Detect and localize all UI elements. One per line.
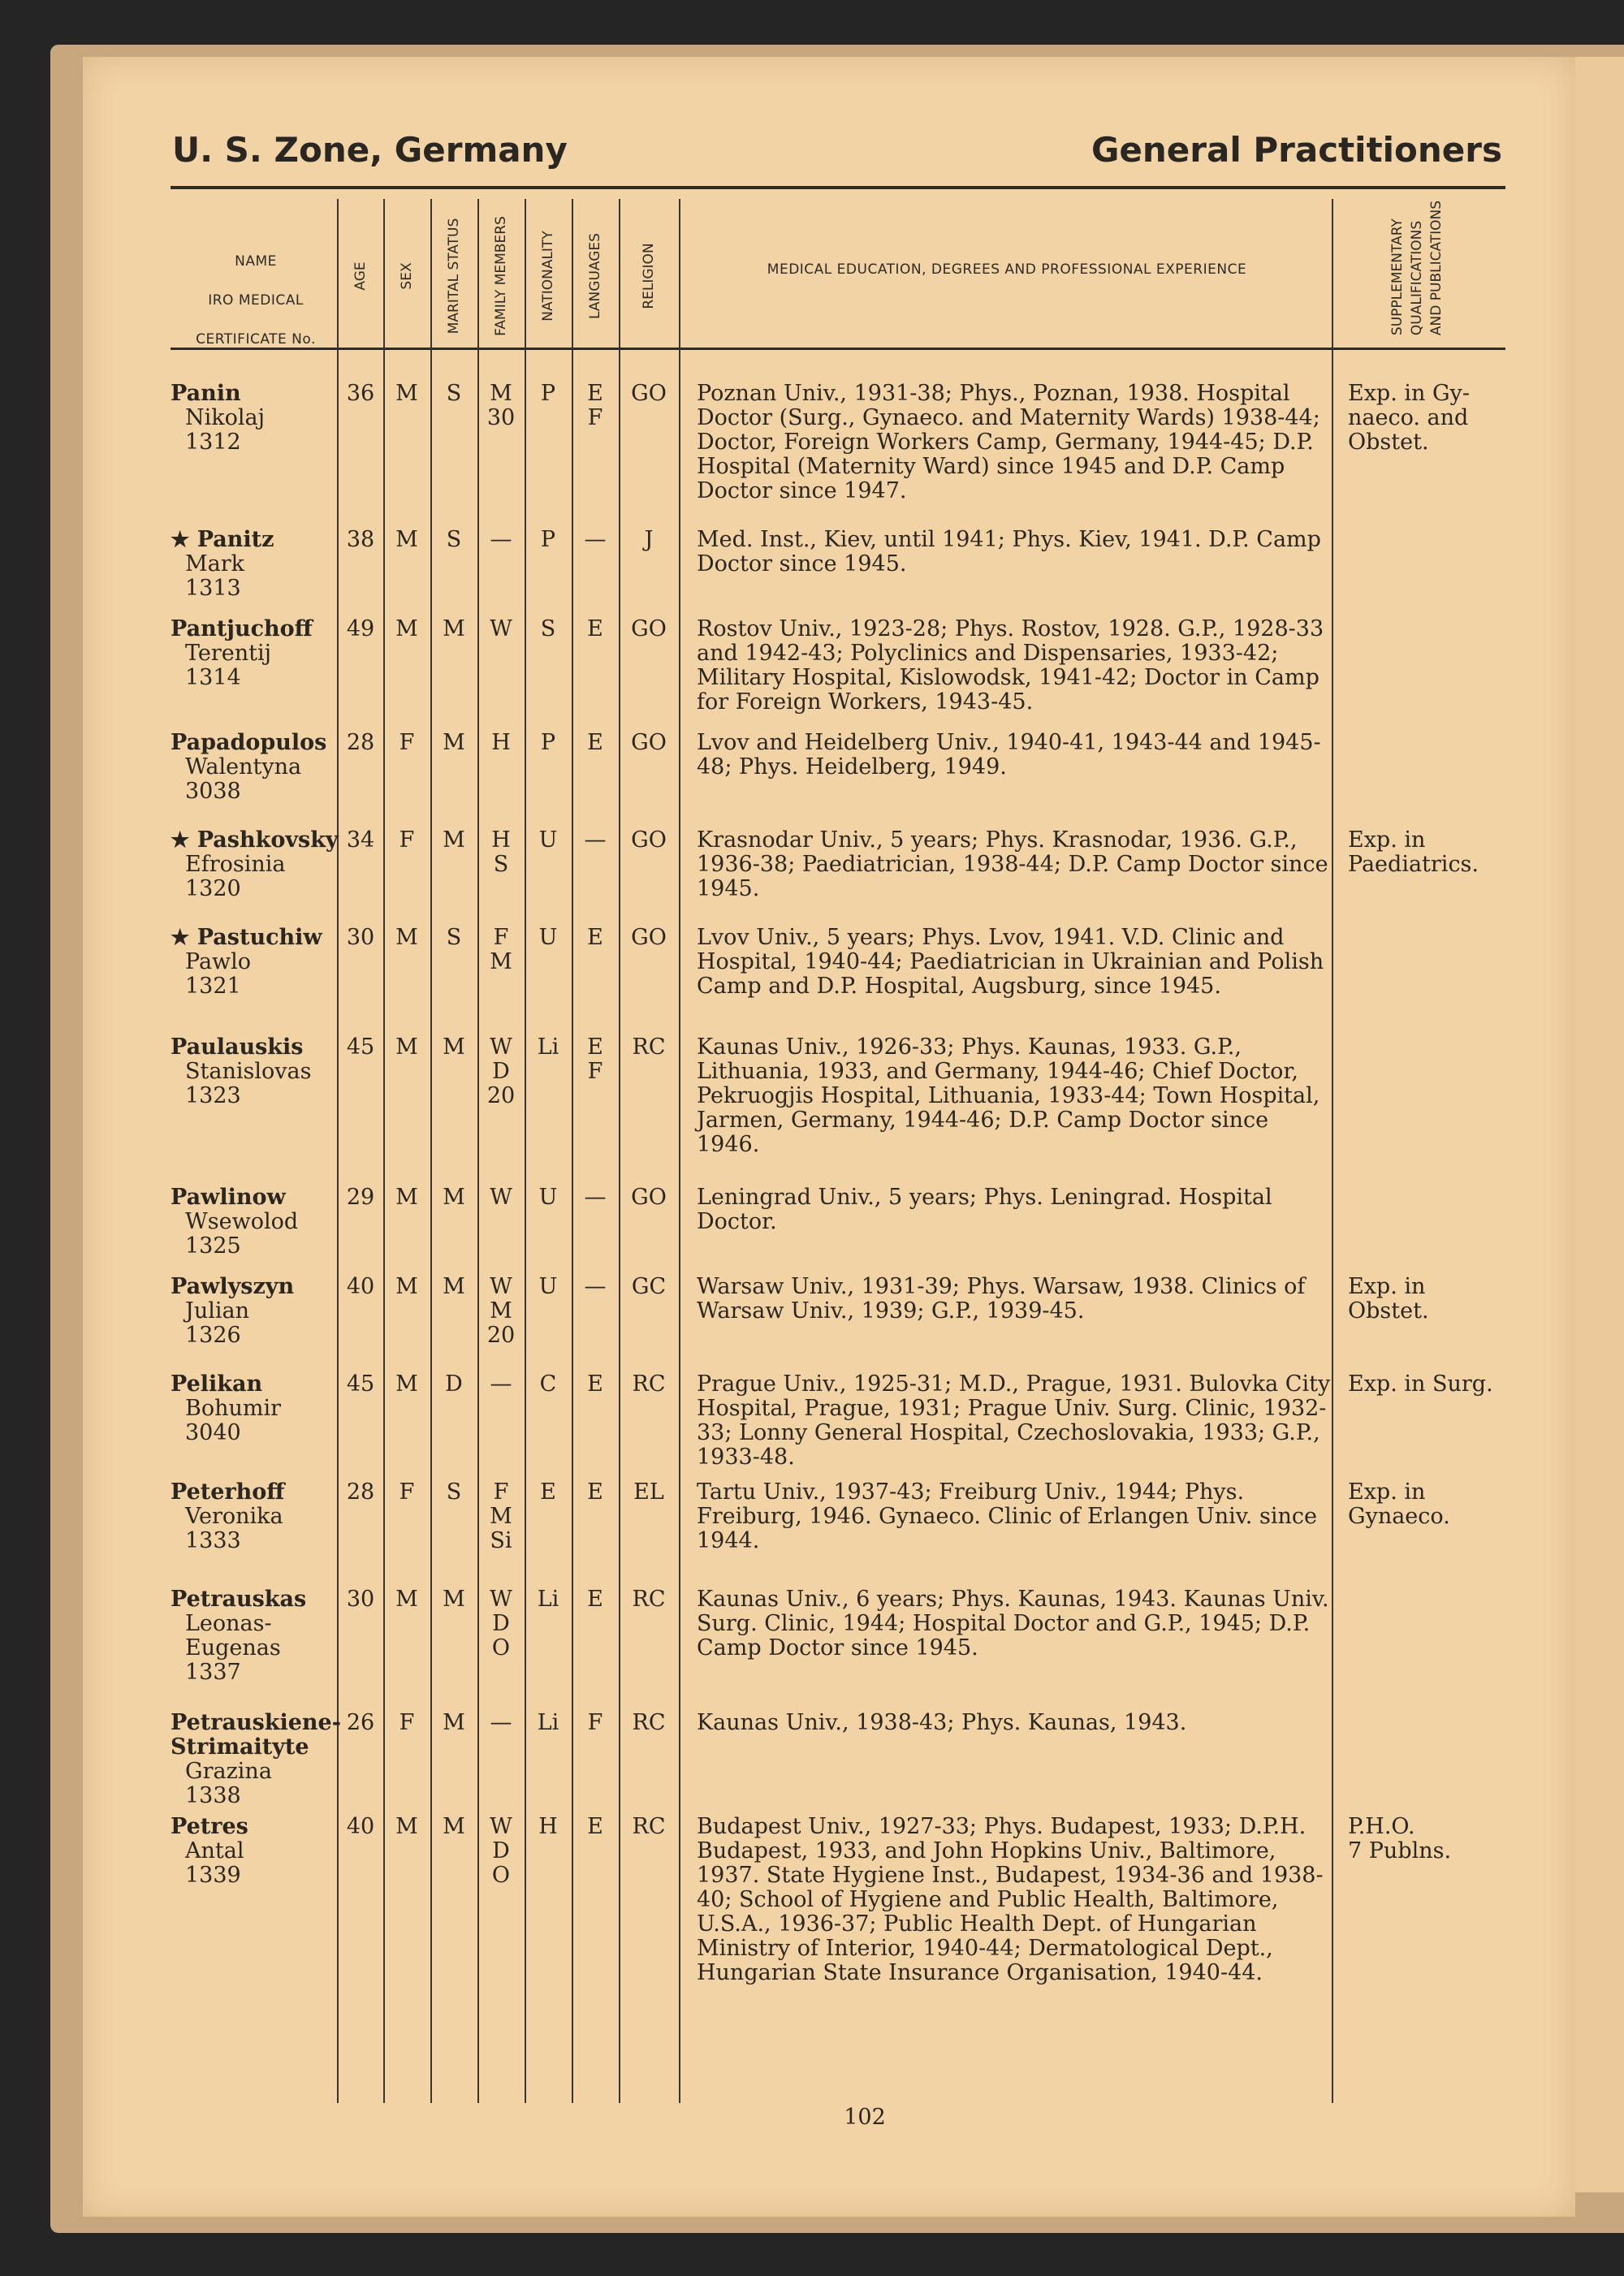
certificate-number: 1313 — [185, 576, 241, 601]
surname — [171, 1587, 341, 1612]
family-cell: — — [490, 1371, 512, 1397]
religion-cell: GO — [631, 730, 667, 755]
marital-cell: S — [446, 925, 462, 950]
given-name: Leonas- Eugenas — [185, 1611, 281, 1661]
family-cell: W — [490, 1185, 512, 1210]
sex-cell: F — [399, 1710, 415, 1735]
sex-cell: F — [399, 827, 415, 853]
column-header-name-line2: IRO MEDICAL — [208, 292, 304, 309]
name-cell — [171, 1815, 341, 1888]
marital-cell: M — [443, 1587, 465, 1612]
surname-text: Panin — [171, 381, 241, 406]
given-name: Efrosinia — [185, 852, 286, 877]
supplementary-cell: Exp. in Gy- naeco. and Obstet. — [1348, 381, 1470, 455]
age-cell: 38 — [346, 527, 375, 552]
column-header-sex: SEX — [399, 262, 415, 290]
name-cell — [171, 528, 341, 601]
given-name: Antal — [185, 1838, 244, 1864]
name-cell — [171, 1186, 341, 1259]
age-cell: 28 — [346, 730, 375, 755]
age-cell: 28 — [346, 1479, 375, 1505]
marital-cell: S — [446, 381, 462, 406]
surname-text: Petrauskas — [171, 1587, 307, 1612]
surname-text: Pashkovsky — [197, 827, 339, 853]
certificate-number: 1312 — [185, 430, 241, 455]
column-header-education: MEDICAL EDUCATION, DEGREES AND PROFESSIONAL EXPERIENCE — [767, 261, 1247, 278]
name-cell — [171, 382, 341, 455]
sex-cell: M — [395, 1371, 418, 1397]
religion-cell: RC — [632, 1034, 666, 1060]
certificate-number: 3038 — [185, 779, 241, 804]
column-header-name-line1: NAME — [235, 253, 277, 270]
marital-cell: M — [443, 827, 465, 853]
surname-text: Petrauskiene- Strimaityte — [171, 1710, 341, 1760]
name-cell — [171, 731, 341, 804]
religion-cell: RC — [632, 1814, 666, 1839]
given-name: Bohumir — [185, 1396, 282, 1421]
age-cell: 49 — [346, 616, 375, 641]
religion-cell: J — [644, 527, 654, 552]
surname-text: Pelikan — [171, 1371, 263, 1397]
family-cell: H S — [491, 827, 511, 877]
column-header-supplementary — [1388, 201, 1446, 335]
marital-cell: M — [443, 1710, 465, 1735]
age-cell: 30 — [346, 925, 375, 950]
education-cell: Kaunas Univ., 1926-33; Phys. Kaunas, 1933. G.P., Lithuania, 1933, and Germany, 1944-46; Chief Doctor, Pekruogjis Hospital, Lithuania, 1933-44; Town Hospital, Jarmen, Germany, 1944-46; D.P. Camp Doctor since 1946. — [697, 1034, 1320, 1157]
surname-text: Pastuchiw — [197, 925, 322, 950]
education-cell: Tartu Univ., 1937-43; Freiburg Univ., 1944; Phys. Freiburg, 1946. Gynaeco. Clinic of Erlangen Univ. since 1944. — [697, 1479, 1317, 1553]
religion-cell: RC — [632, 1710, 666, 1735]
family-cell: — — [490, 1710, 512, 1735]
religion-cell: GO — [631, 381, 667, 406]
languages-cell: — — [584, 1274, 607, 1299]
surname-text: Petres — [171, 1814, 248, 1839]
surname — [171, 828, 341, 853]
certificate-number: 3040 — [185, 1420, 241, 1445]
religion-cell: GO — [631, 616, 667, 641]
nationality-cell: Li — [537, 1587, 559, 1612]
education-cell: Rostov Univ., 1923-28; Phys. Rostov, 1928. G.P., 1928-33 and 1942-43; Polyclinics and Dispensaries, 1933-42; Military Hospital, Kislowodsk, 1941-42; Doctor in Camp for Foreign Workers, 1943-45. — [697, 616, 1324, 715]
family-cell: M 30 — [486, 381, 516, 430]
nationality-cell: C — [539, 1371, 557, 1397]
religion-cell: GO — [631, 1185, 667, 1210]
supplementary-cell: P.H.O. 7 Publns. — [1348, 1814, 1452, 1864]
given-name: Nikolaj — [185, 405, 265, 430]
given-name: Terentij — [185, 641, 272, 666]
languages-cell: — — [584, 1185, 607, 1210]
education-cell: Poznan Univ., 1931-38; Phys., Poznan, 1938. Hospital Doctor (Surg., Gynaeco. and Maternity Wards) 1938-44; Doctor, Foreign Workers Camp, Germany, 1944-45; D.P. Hospital (Maternity Ward) since 1945 and D.P. Camp Doctor since 1947. — [697, 381, 1320, 503]
languages-cell: E — [587, 1814, 603, 1839]
family-cell: W M 20 — [486, 1274, 516, 1348]
surname — [171, 1480, 341, 1505]
column-header-religion: RELIGION — [641, 243, 657, 309]
age-cell: 26 — [346, 1710, 375, 1735]
marital-cell: M — [443, 1274, 465, 1299]
name-cell — [171, 617, 341, 690]
sex-cell: F — [399, 730, 415, 755]
nationality-cell: U — [538, 1274, 558, 1299]
certificate-number: 1338 — [185, 1783, 241, 1808]
family-cell: W D O — [490, 1587, 512, 1661]
surname — [171, 1186, 341, 1210]
column-header-languages: LANGUAGES — [587, 233, 603, 319]
surname-text: Paulauskis — [171, 1034, 304, 1060]
marital-cell: D — [445, 1371, 463, 1397]
surname-text: Pantjuchoff — [171, 616, 313, 641]
age-cell: 40 — [346, 1814, 375, 1839]
family-cell: — — [490, 527, 512, 552]
sex-cell: M — [395, 1274, 418, 1299]
column-header-name-line3: CERTIFICATE No. — [196, 331, 316, 348]
given-name: Stanislovas — [185, 1059, 312, 1084]
name-cell — [171, 1275, 341, 1348]
certificate-number: 1339 — [185, 1863, 241, 1888]
nationality-cell: U — [538, 827, 558, 853]
nationality-cell: Li — [537, 1710, 559, 1735]
languages-cell: F — [587, 1710, 603, 1735]
column-divider — [477, 199, 479, 2103]
marital-cell: M — [443, 730, 465, 755]
given-name: Mark — [185, 551, 245, 577]
languages-cell: E — [587, 616, 603, 641]
given-name: Julian — [185, 1298, 249, 1324]
languages-cell: E — [587, 730, 603, 755]
surname — [171, 1815, 341, 1839]
sex-cell: M — [395, 1814, 418, 1839]
education-cell: Warsaw Univ., 1931-39; Phys. Warsaw, 1938. Clinics of Warsaw Univ., 1939; G.P., 1939-45. — [697, 1274, 1306, 1324]
sex-cell: M — [395, 1185, 418, 1210]
certificate-number: 1326 — [185, 1323, 241, 1348]
nationality-cell: U — [538, 925, 558, 950]
languages-cell: E F — [587, 381, 603, 430]
family-cell: W D O — [490, 1814, 512, 1888]
surname — [171, 382, 341, 406]
education-cell: Budapest Univ., 1927-33; Phys. Budapest, 1933; D.P.H. Budapest, 1933, and John Hopkins Univ., Baltimore, 1937. State Hygiene Inst., Budapest, 1934-36 and 1938-40; School of Hygiene and Public Health, Baltimore, U.S.A., 1936-37; Public Health Dept. of Hungarian Ministry of Interior, 1940-44; Dermatological Dept., Hungarian State Insurance Organisation, 1940-44. — [697, 1814, 1324, 1985]
name-cell — [171, 1711, 341, 1808]
religion-cell: RC — [632, 1587, 666, 1612]
religion-cell: GO — [631, 925, 667, 950]
age-cell: 36 — [346, 381, 375, 406]
family-cell: F M — [490, 925, 512, 974]
education-cell: Kaunas Univ., 1938-43; Phys. Kaunas, 1943. — [697, 1710, 1187, 1735]
star-icon: ★ — [171, 926, 190, 950]
facing-page-edge — [1574, 57, 1624, 2192]
certificate-number: 1325 — [185, 1233, 241, 1259]
age-cell: 45 — [346, 1371, 375, 1397]
education-cell: Lvov Univ., 5 years; Phys. Lvov, 1941. V.D. Clinic and Hospital, 1940-44; Paediatrician in Ukrainian and Polish Camp and D.P. Hospital, Augsburg, since 1945. — [697, 925, 1324, 999]
marital-cell: S — [446, 527, 462, 552]
age-cell: 40 — [346, 1274, 375, 1299]
education-cell: Lvov and Heidelberg Univ., 1940-41, 1943-44 and 1945-48; Phys. Heidelberg, 1949. — [697, 730, 1321, 780]
column-divider — [525, 199, 526, 2103]
given-name: Pawlo — [185, 949, 252, 974]
surname — [171, 1372, 341, 1397]
education-cell: Kaunas Univ., 6 years; Phys. Kaunas, 1943. Kaunas Univ. Surg. Clinic, 1944; Hospital Doctor and G.P., 1945; D.P. Camp Doctor since 1945. — [697, 1587, 1329, 1661]
surname-text: Papadopulos — [171, 730, 327, 755]
certificate-number: 1320 — [185, 876, 241, 901]
family-cell: W — [490, 616, 512, 641]
column-header-age: AGE — [352, 261, 369, 291]
running-head-right: General Practitioners — [1091, 130, 1502, 170]
education-cell: Prague Univ., 1925-31; M.D., Prague, 1931. Bulovka City Hospital, Prague, 1931; Prague Univ. Surg. Clinic, 1932-33; Lonny General Hospital, Czechoslovakia, 1933; G.P., 1933-48. — [697, 1371, 1331, 1470]
nationality-cell: P — [540, 527, 556, 552]
column-header-family-members: FAMILY MEMBERS — [493, 216, 509, 336]
sex-cell: M — [395, 527, 418, 552]
surname — [171, 1711, 341, 1760]
sex-cell: M — [395, 616, 418, 641]
family-cell: H — [491, 730, 511, 755]
name-cell — [171, 926, 341, 999]
age-cell: 45 — [346, 1034, 375, 1060]
languages-cell: E — [587, 925, 603, 950]
marital-cell: M — [443, 1185, 465, 1210]
column-header-marital-status: MARITAL STATUS — [446, 218, 462, 335]
languages-cell: E — [587, 1587, 603, 1612]
surname-text: Peterhoff — [171, 1479, 285, 1505]
column-header-nationality: NATIONALITY — [540, 231, 556, 322]
education-cell: Krasnodar Univ., 5 years; Phys. Krasnodar, 1936. G.P., 1936-38; Paediatrician, 1938-44; D.P. Camp Doctor since 1945. — [697, 827, 1328, 901]
sex-cell: M — [395, 1034, 418, 1060]
education-cell: Med. Inst., Kiev, until 1941; Phys. Kiev, 1941. D.P. Camp Doctor since 1945. — [697, 527, 1321, 577]
age-cell: 30 — [346, 1587, 375, 1612]
star-icon: ★ — [171, 528, 190, 552]
marital-cell: M — [443, 616, 465, 641]
certificate-number: 1314 — [185, 665, 241, 690]
languages-cell: — — [584, 827, 607, 853]
column-header-rule — [171, 348, 1505, 350]
nationality-cell: P — [540, 381, 556, 406]
header-rule — [171, 186, 1505, 189]
surname — [171, 731, 341, 755]
marital-cell: M — [443, 1034, 465, 1060]
given-name: Grazina — [185, 1759, 272, 1784]
family-cell: F M Si — [490, 1479, 512, 1553]
religion-cell: RC — [632, 1371, 666, 1397]
religion-cell: GO — [631, 827, 667, 853]
column-divider — [679, 199, 680, 2103]
name-cell — [171, 1587, 341, 1685]
education-cell: Leningrad Univ., 5 years; Phys. Leningrad. Hospital Doctor. — [697, 1185, 1272, 1234]
given-name: Veronika — [185, 1504, 283, 1529]
marital-cell: M — [443, 1814, 465, 1839]
nationality-cell: U — [538, 1185, 558, 1210]
name-cell — [171, 1480, 341, 1553]
sex-cell: M — [395, 925, 418, 950]
surname — [171, 1035, 341, 1060]
languages-cell: E — [587, 1479, 603, 1505]
name-cell — [171, 828, 341, 901]
marital-cell: S — [446, 1479, 462, 1505]
running-head-left: U. S. Zone, Germany — [172, 130, 568, 170]
certificate-number: 1337 — [185, 1660, 241, 1685]
religion-cell: EL — [633, 1479, 664, 1505]
supplementary-cell: Exp. in Obstet. — [1348, 1274, 1429, 1324]
supplementary-cell: Exp. in Gynaeco. — [1348, 1479, 1450, 1529]
surname-text: Pawlinow — [171, 1185, 286, 1210]
column-divider — [619, 199, 620, 2103]
nationality-cell: E — [540, 1479, 556, 1505]
column-divider — [430, 199, 432, 2103]
surname — [171, 617, 341, 641]
given-name: Wsewolod — [185, 1209, 299, 1234]
surname-text: Panitz — [197, 527, 274, 552]
star-icon: ★ — [171, 828, 190, 853]
certificate-number: 1323 — [185, 1083, 241, 1108]
nationality-cell: P — [540, 730, 556, 755]
age-cell: 29 — [346, 1185, 375, 1210]
languages-cell: E F — [587, 1034, 603, 1084]
religion-cell: GC — [631, 1274, 667, 1299]
age-cell: 34 — [346, 827, 375, 853]
name-cell — [171, 1035, 341, 1108]
given-name: Walentyna — [185, 754, 302, 780]
column-header-supp-line2: QUALIFICATIONS — [1409, 220, 1425, 336]
column-header-name — [187, 242, 325, 359]
nationality-cell: S — [540, 616, 556, 641]
sex-cell: M — [395, 1587, 418, 1612]
surname-text: Pawlyszyn — [171, 1274, 295, 1299]
languages-cell: — — [584, 527, 607, 552]
column-divider — [572, 199, 573, 2103]
column-header-supp-line1: SUPPLEMENTARY — [1389, 218, 1406, 336]
column-header-supp-line3: AND PUBLICATIONS — [1428, 200, 1445, 336]
family-cell: W D 20 — [486, 1034, 516, 1108]
surname — [171, 528, 341, 552]
column-divider — [383, 199, 385, 2103]
page-number: 102 — [844, 2105, 886, 2130]
nationality-cell: Li — [537, 1034, 559, 1060]
supplementary-cell: Exp. in Surg. — [1348, 1371, 1493, 1397]
supplementary-cell: Exp. in Paediatrics. — [1348, 827, 1479, 877]
sex-cell: F — [399, 1479, 415, 1505]
certificate-number: 1321 — [185, 974, 241, 999]
certificate-number: 1333 — [185, 1528, 241, 1553]
surname — [171, 1275, 341, 1299]
languages-cell: E — [587, 1371, 603, 1397]
nationality-cell: H — [538, 1814, 558, 1839]
sex-cell: M — [395, 381, 418, 406]
name-cell — [171, 1372, 341, 1445]
surname — [171, 926, 341, 950]
